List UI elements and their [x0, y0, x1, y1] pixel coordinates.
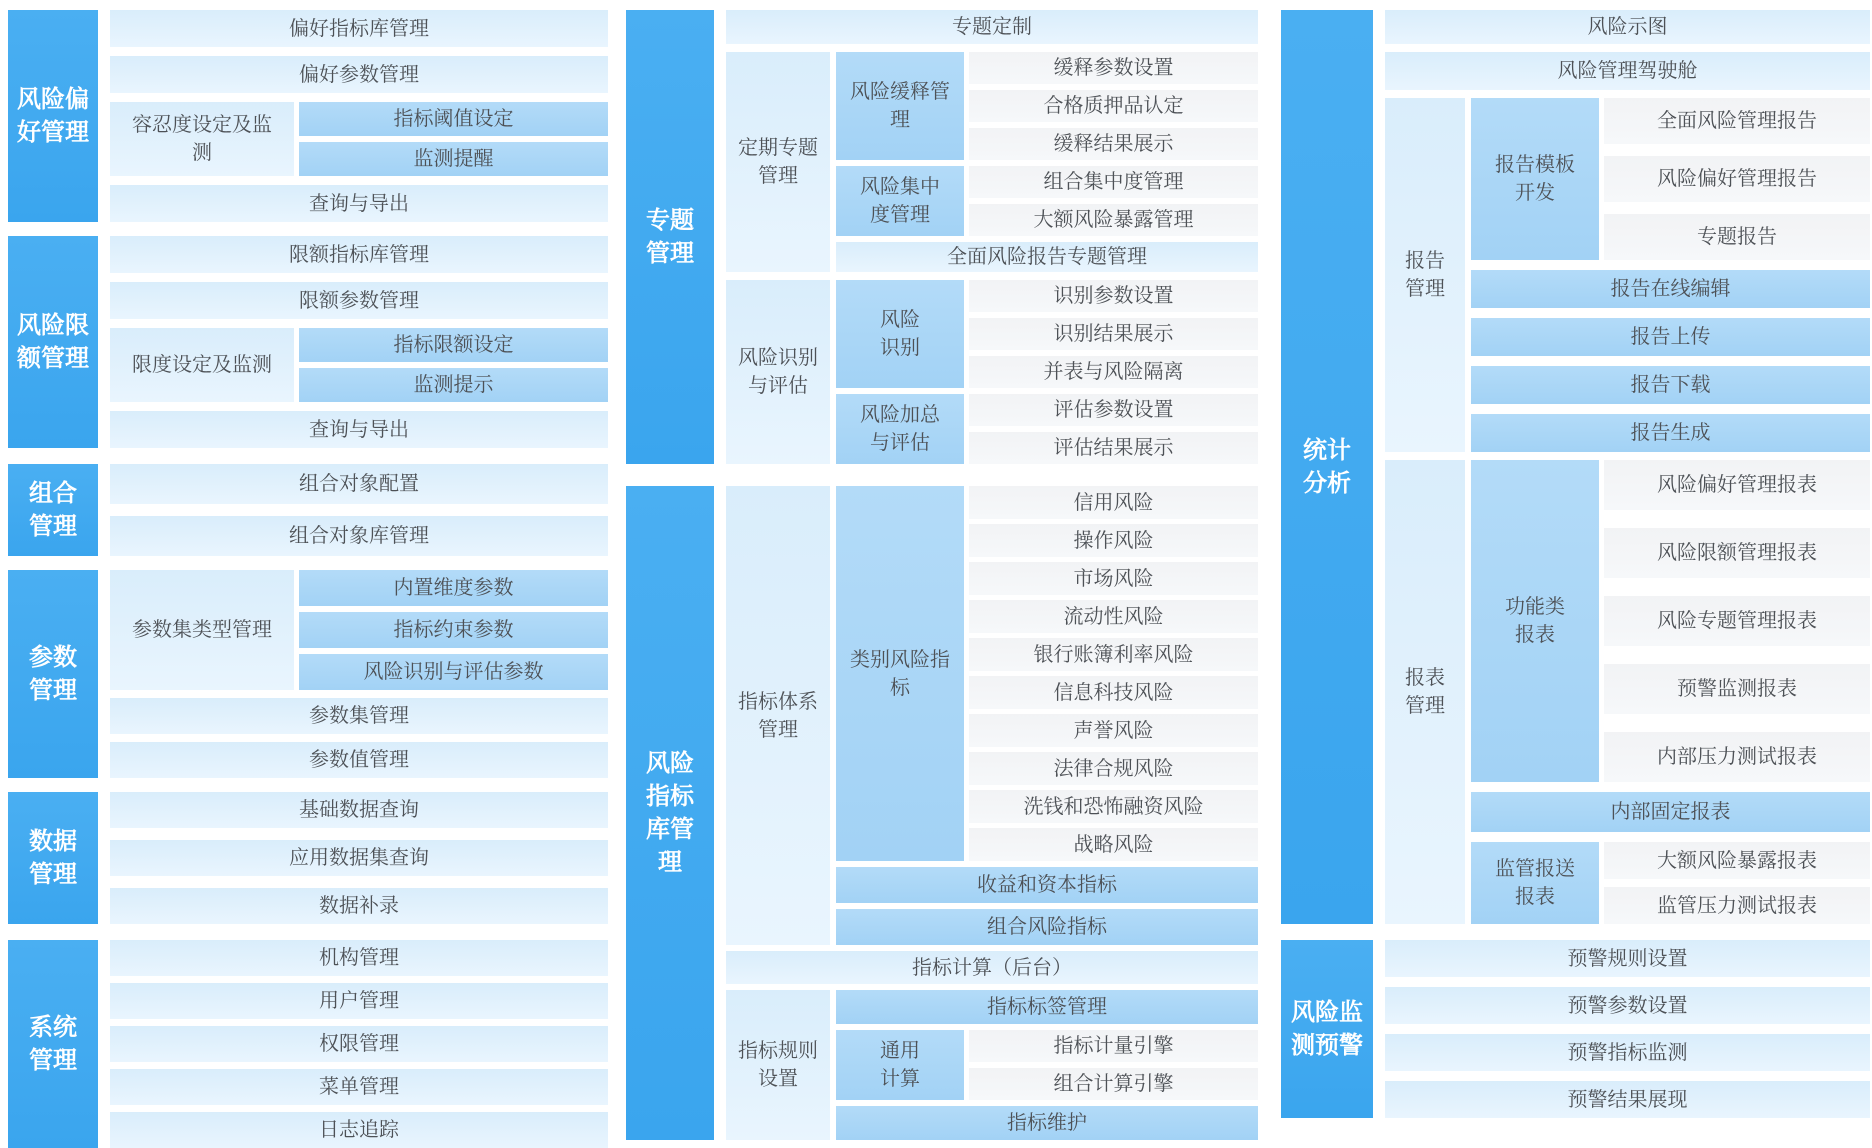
section-body — [110, 236, 608, 448]
menu-item: 偏好参数管理 — [110, 56, 608, 93]
label-text: 定期专题管理 — [738, 137, 818, 187]
subgroup-items — [1471, 98, 1870, 452]
subgroup-items — [836, 990, 1258, 1140]
menu-item: 预警监测报表 — [1604, 664, 1870, 714]
section-risk-preference — [8, 10, 608, 222]
title-text: 系统管理 — [29, 1013, 77, 1074]
group-label — [726, 990, 830, 1140]
subgroup-indicator-system — [726, 486, 1258, 945]
menu-item: 指标计算（后台） — [726, 951, 1258, 984]
menu-item: 指标阈值设定 — [299, 102, 608, 136]
section-title-system — [8, 940, 98, 1148]
title-text: 风险指标库管理 — [646, 749, 694, 877]
group-label — [836, 280, 964, 388]
column-left — [8, 10, 608, 1148]
subgroup-risk-identification — [726, 280, 1258, 464]
risk-category-list — [969, 486, 1258, 861]
subgroup-recognition — [836, 280, 1258, 388]
section-body — [726, 486, 1258, 1140]
menu-item: 内置维度参数 — [299, 570, 608, 606]
section-title-indicator-library — [626, 486, 714, 1140]
menu-item: 合格质押品认定 — [969, 90, 1258, 122]
menu-item: 指标计量引擎 — [969, 1030, 1258, 1062]
subgroup-items — [969, 52, 1258, 160]
menu-item: 监测提醒 — [299, 142, 608, 176]
section-title-parameter — [8, 570, 98, 778]
menu-item: 组合对象配置 — [110, 464, 608, 504]
subgroup-risk-concentration — [836, 166, 1258, 236]
section-body — [1385, 10, 1870, 924]
subgroup-items — [969, 280, 1258, 388]
label-text: 指标规则设置 — [738, 1040, 818, 1090]
section-body — [110, 792, 608, 924]
menu-item: 组合集中度管理 — [969, 166, 1258, 198]
menu-item: 声誉风险 — [969, 714, 1258, 747]
menu-item: 信用风险 — [969, 486, 1258, 519]
menu-item: 基础数据查询 — [110, 792, 608, 828]
subgroup-indicator-rules — [726, 990, 1258, 1140]
label-text: 报告模板开发 — [1495, 154, 1575, 204]
label-text: 风险识别 — [880, 309, 920, 359]
subgroup-functional-sheets — [1471, 460, 1870, 782]
menu-item: 组合计算引擎 — [969, 1068, 1258, 1100]
menu-item: 收益和资本指标 — [836, 867, 1258, 903]
menu-item: 信息科技风险 — [969, 676, 1258, 709]
menu-item: 报告上传 — [1471, 318, 1870, 356]
group-label — [110, 328, 294, 402]
menu-item: 内部固定报表 — [1471, 792, 1870, 832]
menu-item: 预警结果展现 — [1385, 1081, 1870, 1118]
subgroup-items — [1471, 460, 1870, 924]
menu-item: 用户管理 — [110, 983, 608, 1019]
title-text: 统计分析 — [1303, 436, 1351, 497]
section-system-mgmt — [8, 940, 608, 1148]
menu-item: 内部压力测试报表 — [1604, 732, 1870, 782]
section-body — [110, 10, 608, 222]
menu-item: 法律合规风险 — [969, 752, 1258, 785]
menu-item: 洗钱和恐怖融资风险 — [969, 790, 1258, 823]
subgroup-items — [299, 570, 608, 690]
column-middle — [626, 10, 1258, 1140]
menu-item: 参数集管理 — [110, 698, 608, 734]
group-label — [836, 52, 964, 160]
subgroup-risk-mitigation — [836, 52, 1258, 160]
subgroup-items — [1604, 98, 1870, 260]
section-title-statistics — [1281, 10, 1373, 924]
menu-item: 风险专题管理报表 — [1604, 596, 1870, 646]
menu-item: 查询与导出 — [110, 411, 608, 448]
group-label — [110, 102, 294, 176]
subgroup-items — [836, 280, 1258, 464]
label-text: 通用计算 — [880, 1040, 920, 1090]
subgroup-periodic-topics — [726, 52, 1258, 272]
section-data-mgmt — [8, 792, 608, 924]
menu-item: 报告生成 — [1471, 414, 1870, 452]
menu-item: 报告在线编辑 — [1471, 270, 1870, 308]
menu-item: 大额风险暴露管理 — [969, 204, 1258, 236]
subgroup-items — [299, 328, 608, 402]
label-text: 指标体系管理 — [738, 690, 818, 741]
menu-item: 并表与风险隔离 — [969, 356, 1258, 388]
subgroup-category-risk — [836, 486, 1258, 861]
menu-item: 菜单管理 — [110, 1069, 608, 1105]
section-title-monitoring — [1281, 940, 1373, 1118]
menu-item: 限额参数管理 — [110, 282, 608, 319]
group-label — [726, 486, 830, 945]
menu-item: 指标约束参数 — [299, 612, 608, 648]
title-text: 参数管理 — [29, 643, 77, 704]
subgroup-common-calc — [836, 1030, 1258, 1100]
section-parameter-mgmt — [8, 570, 608, 778]
subgroup-report-mgmt — [1385, 98, 1870, 452]
menu-item: 全面风险报告专题管理 — [836, 242, 1258, 272]
menu-item: 战略风险 — [969, 828, 1258, 861]
menu-item: 评估结果展示 — [969, 432, 1258, 464]
menu-item: 识别参数设置 — [969, 280, 1258, 312]
subgroup-items — [969, 166, 1258, 236]
section-portfolio-mgmt — [8, 464, 608, 556]
menu-item: 监管压力测试报表 — [1604, 887, 1870, 924]
menu-item: 流动性风险 — [969, 600, 1258, 633]
group-label — [1471, 460, 1599, 782]
menu-item: 预警规则设置 — [1385, 940, 1870, 977]
section-body — [110, 464, 608, 556]
menu-item: 数据补录 — [110, 888, 608, 924]
menu-item: 参数值管理 — [110, 742, 608, 778]
section-risk-monitoring — [1281, 940, 1870, 1118]
menu-item: 缓释结果展示 — [969, 128, 1258, 160]
menu-item: 指标标签管理 — [836, 990, 1258, 1024]
section-title-portfolio — [8, 464, 98, 556]
label-text: 监管报送报表 — [1495, 858, 1575, 908]
subgroup-sheet-mgmt — [1385, 460, 1870, 924]
section-topic-mgmt — [626, 10, 1258, 464]
label-text: 风险缓释管理 — [850, 81, 950, 131]
menu-item: 监测提示 — [299, 368, 608, 402]
title-text: 数据管理 — [29, 827, 77, 888]
section-body — [1385, 940, 1870, 1118]
group-label — [1385, 460, 1465, 924]
section-title-risk-limit — [8, 236, 98, 448]
label-text: 容忍度设定及监测 — [132, 114, 272, 164]
label-text: 风险集中度管理 — [860, 176, 940, 226]
subgroup-items — [836, 52, 1258, 272]
subgroup-items — [1604, 842, 1870, 924]
menu-item: 风险识别与评估参数 — [299, 654, 608, 690]
menu-item: 缓释参数设置 — [969, 52, 1258, 84]
section-title-data — [8, 792, 98, 924]
menu-item: 预警参数设置 — [1385, 987, 1870, 1024]
subgroup-aggregation — [836, 394, 1258, 464]
group-label — [1385, 98, 1465, 452]
menu-item: 风险示图 — [1385, 10, 1870, 44]
section-body — [726, 10, 1258, 464]
group-label — [836, 166, 964, 236]
group-label — [110, 570, 294, 690]
title-text: 风险偏好管理 — [17, 85, 89, 146]
menu-item: 应用数据集查询 — [110, 840, 608, 876]
menu-item: 银行账簿利率风险 — [969, 638, 1258, 671]
label-text: 风险加总与评估 — [860, 404, 940, 454]
subgroup-items — [969, 1030, 1258, 1100]
section-statistical-analysis — [1281, 10, 1870, 924]
section-body — [110, 940, 608, 1148]
menu-item: 权限管理 — [110, 1026, 608, 1062]
menu-item: 风险偏好管理报告 — [1604, 156, 1870, 202]
label-text: 类别风险指标 — [850, 648, 950, 699]
section-title-risk-preference — [8, 10, 98, 222]
section-indicator-library — [626, 486, 1258, 1140]
title-text: 风险限额管理 — [17, 311, 89, 372]
label-text: 报表管理 — [1405, 667, 1445, 717]
label-text: 参数集类型管理 — [132, 619, 272, 641]
label-text: 限度设定及监测 — [132, 354, 272, 376]
menu-item: 机构管理 — [110, 940, 608, 976]
menu-item: 全面风险管理报告 — [1604, 98, 1870, 144]
subgroup-items — [299, 102, 608, 176]
title-text: 专题管理 — [646, 206, 694, 267]
label-text: 功能类报表 — [1505, 596, 1565, 646]
title-text: 风险监测预警 — [1291, 998, 1363, 1059]
group-label — [1471, 98, 1599, 260]
group-label — [726, 52, 830, 272]
menu-item: 风险管理驾驶舱 — [1385, 52, 1870, 90]
section-title-topic — [626, 10, 714, 464]
label-text: 报告管理 — [1405, 250, 1445, 300]
group-label — [836, 486, 964, 861]
menu-item: 预警指标监测 — [1385, 1034, 1870, 1071]
menu-item: 报告下载 — [1471, 366, 1870, 404]
subgroup-report-templates — [1471, 98, 1870, 260]
menu-item: 风险限额管理报表 — [1604, 528, 1870, 578]
subgroup-regulatory-sheets — [1471, 842, 1870, 924]
menu-item: 风险偏好管理报表 — [1604, 460, 1870, 510]
subgroup — [110, 102, 608, 176]
menu-item: 查询与导出 — [110, 185, 608, 222]
column-right — [1281, 10, 1870, 1118]
subgroup — [110, 328, 608, 402]
menu-item: 限额指标库管理 — [110, 236, 608, 273]
menu-item: 识别结果展示 — [969, 318, 1258, 350]
menu-item: 专题定制 — [726, 10, 1258, 44]
menu-item: 指标限额设定 — [299, 328, 608, 362]
subgroup-items — [1604, 460, 1870, 782]
menu-item: 市场风险 — [969, 562, 1258, 595]
menu-item: 评估参数设置 — [969, 394, 1258, 426]
subgroup — [110, 570, 608, 690]
menu-item: 偏好指标库管理 — [110, 10, 608, 47]
section-risk-limit — [8, 236, 608, 448]
title-text: 组合管理 — [29, 479, 77, 540]
subgroup-items — [836, 486, 1258, 945]
menu-item: 组合风险指标 — [836, 909, 1258, 945]
group-label — [836, 394, 964, 464]
menu-item: 专题报告 — [1604, 214, 1870, 260]
group-label — [1471, 842, 1599, 924]
menu-item: 操作风险 — [969, 524, 1258, 557]
subgroup-items — [969, 394, 1258, 464]
menu-item: 指标维护 — [836, 1106, 1258, 1140]
menu-item: 日志追踪 — [110, 1112, 608, 1148]
label-text: 风险识别与评估 — [738, 347, 818, 397]
menu-item: 大额风险暴露报表 — [1604, 842, 1870, 879]
group-label — [836, 1030, 964, 1100]
group-label — [726, 280, 830, 464]
section-body — [110, 570, 608, 778]
menu-item: 组合对象库管理 — [110, 516, 608, 556]
